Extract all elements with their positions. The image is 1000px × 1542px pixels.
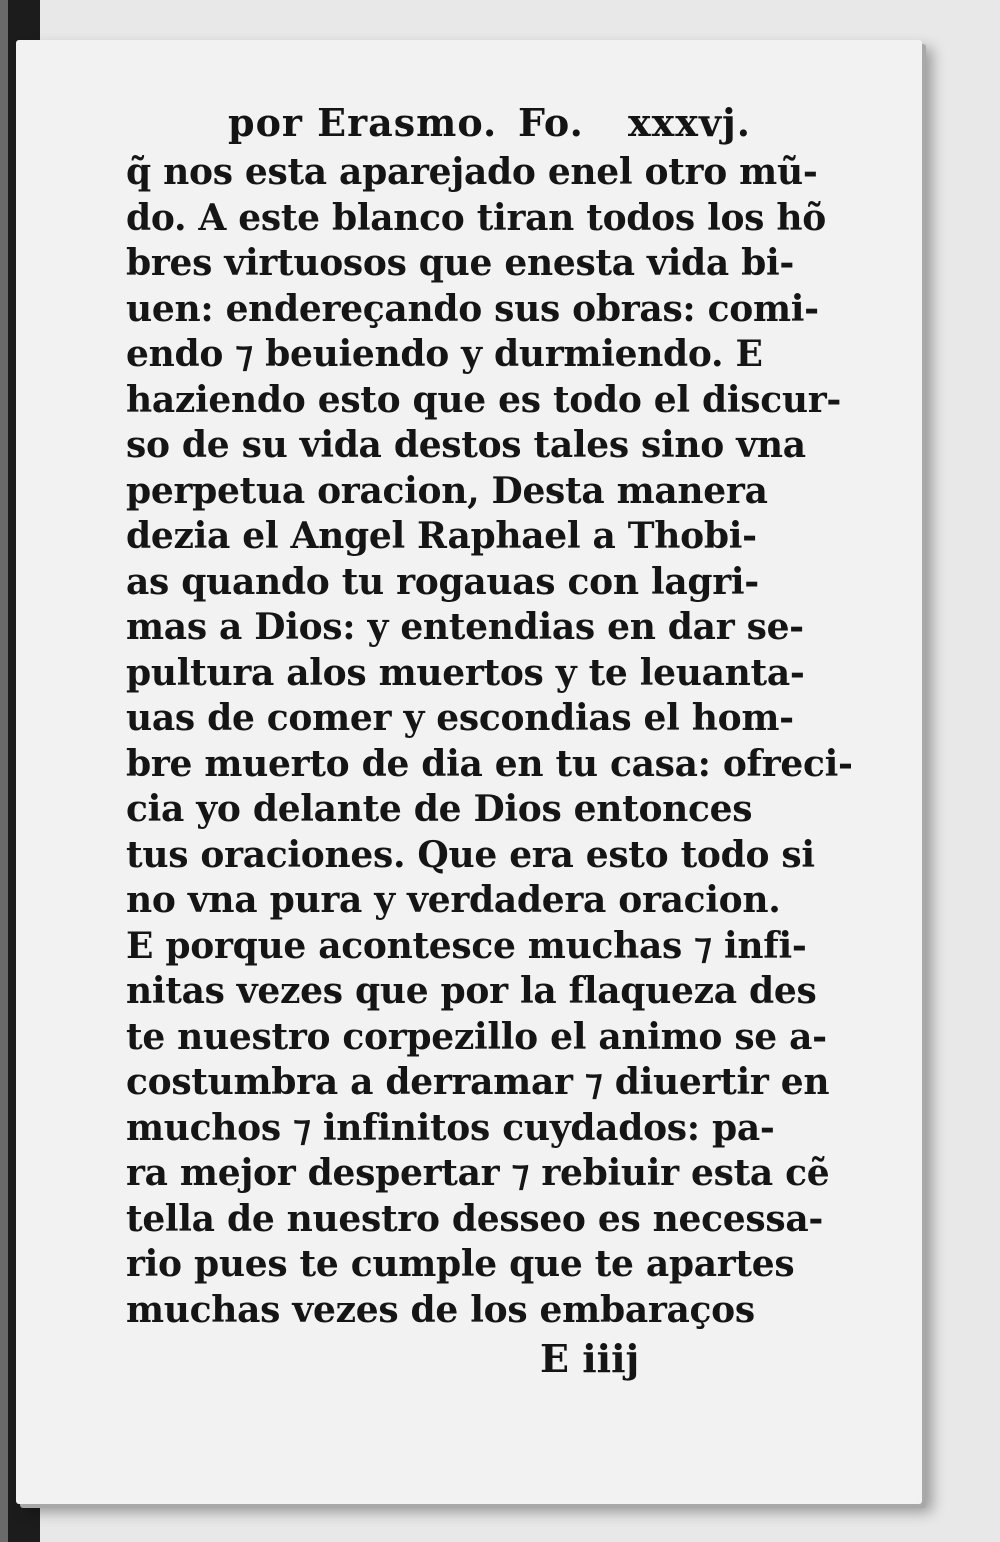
text-line: ra mejor despertar ⁊ rebiuir esta cẽ (126, 1152, 830, 1194)
signature-mark: E iiij (540, 1336, 640, 1381)
text-line: costumbra a derramar ⁊ diuertir en (126, 1061, 830, 1103)
scanner-border (0, 0, 8, 1542)
text-line: tella de nuestro desseo es necessa- (126, 1197, 823, 1240)
text-line: dezia el Angel Raphael a Thobi- (126, 515, 757, 557)
text-line: pultura alos muertos y te leuanta- (126, 651, 805, 694)
text-line: do. A este blanco tiran todos los hõ (126, 196, 826, 239)
text-line: E porque acontesce muchas ⁊ infi- (126, 924, 807, 967)
folio-label: Fo. (518, 100, 584, 145)
text-line: rio pues te cumple que te apartes (126, 1243, 795, 1285)
text-line: nitas vezes que por la flaqueza des (126, 970, 817, 1012)
text-line: mas a Dios: y entendias en dar se- (126, 606, 804, 648)
text-line: uas de comer y escondias el hom- (126, 697, 794, 739)
text-line: perpetua oracion, Desta manera (126, 469, 768, 512)
text-line: bres virtuosos que enesta vida bi- (126, 242, 795, 284)
text-line: uen: endereçando sus obras: comi- (126, 287, 819, 330)
text-line: so de su vida destos tales sino vna (126, 424, 806, 466)
main-text-block (126, 150, 853, 1333)
running-head-title: por Erasmo. (228, 100, 498, 145)
text-line: muchos ⁊ infinitos cuydados: pa- (126, 1106, 775, 1149)
text-line: cia yo delante de Dios entonces (126, 788, 753, 830)
folio-number: xxxvj. (628, 100, 752, 145)
text-line: no vna pura y verdadera oracion. (126, 879, 781, 921)
text-line: q̃ nos esta aparejado enel otro mũ- (126, 151, 818, 193)
text-line: bre muerto de dia en tu casa: ofreci- (126, 742, 853, 785)
text-line: te nuestro corpezillo el animo se a- (126, 1015, 827, 1058)
text-line: haziendo esto que es todo el discur- (126, 378, 842, 421)
text-line: endo ⁊ beuiendo y durmiendo. E (126, 333, 763, 375)
running-head (228, 100, 788, 156)
text-line: as quando tu rogauas con lagri- (126, 560, 759, 603)
text-line: tus oraciones. Que era esto todo si (126, 833, 815, 876)
text-line: muchas vezes de los embaraços (126, 1288, 755, 1331)
